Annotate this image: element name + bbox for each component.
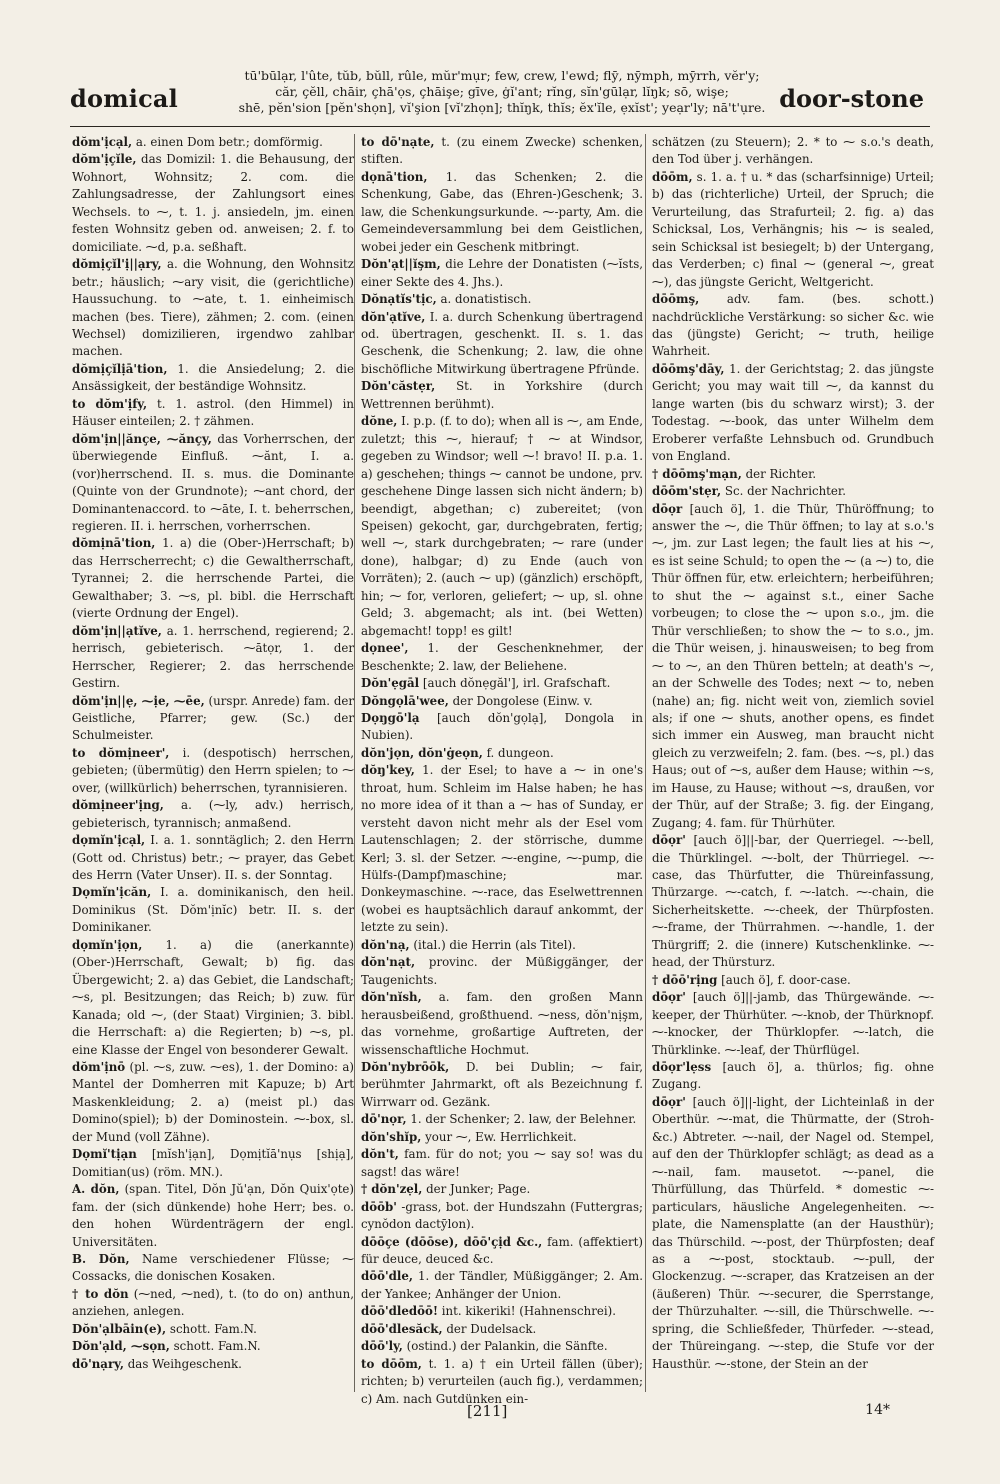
entry-headword: dōōb' xyxy=(361,1199,397,1214)
entry-headword: dŏn'nĭsh, xyxy=(361,990,422,1005)
entry-definition: a. einen Dom betr.; domförmig. xyxy=(135,135,323,149)
entry-headword: to dō'nạte, xyxy=(361,135,435,149)
header-rule xyxy=(70,126,930,127)
entry-definition: D. bei Dublin; ⁓ fair, berühmter Jahrmarkt, oft als Bezeichnung f. Wirrwarr od. Gezänk. xyxy=(361,1060,643,1109)
entry-headword: dōō'dlesăck, xyxy=(361,1321,443,1336)
entry-definition: schott. Fam.N. xyxy=(173,1339,261,1354)
entry-definition: a. fam. den großen Mann herausbeißend, großthuend. ⁓ness, dŏn'nịşm, das vornehme, großartige Auftreten, der wissenschaftliche Hochmut. xyxy=(361,990,643,1057)
dictionary-entry xyxy=(652,501,934,833)
entry-definition: 1. der Esel; to have a ⁓ in one's throat, hum. Schleim im Halse haben; he has no more idea of it than a ⁓ has of Sunday, er versteht davon nicht mehr als der Esel vom Lautenschlagen; 2. der störrische, dumme Kerl; 3. sl. der Setzer. ⁓-engine, ⁓-pump, die Hülfs-(Dampf)maschine; mar. Donkeymaschine. ⁓-race, das Eselwettrennen (wobei es hauptsächlich darauf ankommt, der letzte zu sein). xyxy=(361,763,644,935)
dictionary-entry xyxy=(361,745,643,762)
dictionary-column-1 xyxy=(72,134,354,1396)
entry-definition: a. 1. herrschend, regierend; 2. herrisch, gebieterisch. ⁓ātọr, 1. der Herrscher, Regierer; 2. das herrschende Gestirn. xyxy=(72,623,354,691)
entry-headword: dōọr' xyxy=(652,833,686,848)
dictionary-entry xyxy=(361,954,643,989)
entry-headword: † to dŏn xyxy=(72,1286,129,1301)
dictionary-entry xyxy=(361,1303,643,1320)
entry-headword: dōọr' xyxy=(652,1094,686,1109)
entry-headword: dōọr xyxy=(652,501,683,516)
entry-definition: der Junker; Page. xyxy=(426,1182,531,1197)
entry-headword: dŏn'nạt, xyxy=(361,955,416,970)
entry-definition: t. (zu einem Zwecke) schenken, stiften. xyxy=(361,135,644,167)
entry-definition: [auch ö]||-bar, der Querriegel. ⁓-bell, die Thürklingel. ⁓-bolt, der Thürriegel. ⁓-case, das Thürfutter, die Thüreinfassung, Thürzarge. ⁓-catch, f. ⁓-latch. ⁓-chain, die Sicherheitskette. ⁓-cheek, der Thürpfosten. ⁓-frame, der Thürrahmen. ⁓-handle, 1. der Thürgriff; 2. die (innere) Kutschenklinke. ⁓-head, der Thürsturz. xyxy=(652,833,934,970)
dictionary-entry xyxy=(652,1059,934,1094)
dictionary-entry xyxy=(72,745,354,797)
dictionary-entry xyxy=(361,1356,643,1408)
entry-definition: 1. der Tändler, Müßiggänger; 2. Am. der Yankee; Anhänger der Union. xyxy=(361,1269,643,1301)
dictionary-entry xyxy=(361,1146,643,1181)
dictionary-entry xyxy=(72,1251,354,1286)
entry-headword: Dŏn'ạlbāin(e), xyxy=(72,1321,167,1336)
pronunciation-line: shē, pĕn'sion [pĕn'shọn], vĭ'şion [vĭ'zhọn]; thĭŋk, thĭs; ĕx'ĭle, ẹxĭst'; yeạr'ly; nā't'ụre. xyxy=(238,100,766,115)
entry-definition: [auch ö], 1. die Thür, Thüröffnung; to answer the ⁓, die Thür öffnen; to lay at s.o.'s ⁓, jm. zur Last legen; the fault lies at his ⁓, es ist seine Schuld; to open the ⁓ (a ⁓) to, die Thür öffnen für, etw. erleichtern; herbeiführen; to shut the ⁓ against s.t., einer Sache vorbeugen; to close the ⁓ upon s.o., jm. die Thür verschließen; to show the ⁓ to s.o., jm. die Thür weisen, j. hinausweisen; to beg from ⁓ to ⁓, an den Thüren betteln; at death's ⁓, an der Schwelle des Todes; next ⁓ to, neben (nahe) an; fig. nicht weit von, ziemlich soviel als; if one ⁓ shuts, another opens, es findet sich immer ein Ausweg, man braucht nicht gleich zu verzweifeln; 2. fam. (bes. ⁓s, pl.) das Haus; out of ⁓s, außer dem Hause; within ⁓s, im Hause, zu Hause; without ⁓s, draußen, vor der Thür, auf der Straße; 3. fig. der Eingang, Zugang; 4. fam. für Thürhüter. xyxy=(652,501,934,830)
entry-headword: dōō'ly, xyxy=(361,1339,403,1354)
dictionary-entry xyxy=(72,797,354,832)
dictionary-entry xyxy=(72,693,354,745)
entry-headword: Dọŋgō'lạ xyxy=(361,710,420,725)
entry-headword: dŏn'jọn, dŏn'ġeọn, xyxy=(361,745,483,760)
entry-headword: dŏmịneer'ịng, xyxy=(72,798,164,813)
dictionary-entry xyxy=(72,396,354,431)
entry-definition: St. in Yorkshire (durch Wettrennen berühmt). xyxy=(361,379,643,411)
entry-headword: dọnee', xyxy=(361,641,409,656)
entry-headword: dŏm'ịçĭle, xyxy=(72,152,137,167)
dictionary-entry xyxy=(652,134,934,169)
dictionary-entry xyxy=(361,693,643,710)
entry-headword: dọmĭn'ịọn, xyxy=(72,937,143,952)
entry-definition: int. kikeriki! (Hahnenschrei). xyxy=(441,1304,616,1319)
dictionary-entry xyxy=(72,256,354,361)
entry-headword: to dŏm'ịfy, xyxy=(72,396,148,411)
entry-definition: adv. fam. (bes. schott.) nachdrückliche Verstärkung: so sicher &c. wie das (jüngste) Gericht; ⁓ truth, heilige Wahrheit. xyxy=(652,292,935,359)
dictionary-entry xyxy=(361,675,643,692)
entry-definition: Name verschiedener Flüsse; ⁓ Cossacks, die donischen Kosaken. xyxy=(72,1252,354,1284)
entry-definition: (⁓ned, ⁓ned), t. (to do on) anthun, anziehen, anlegen. xyxy=(72,1286,354,1319)
entry-headword: Dọmĭn'ịcăn, xyxy=(72,885,152,900)
dictionary-entry xyxy=(361,256,643,291)
entry-headword: to dŏmịneer', xyxy=(72,745,170,760)
entry-definition: (span. Titel, Dŏn Jŭ'ạn, Dŏn Quix'ọte) fam. der (sich dünkende) hohe Herr; bes. o. den hohen Würdenträgern der engl. Universitäten. xyxy=(72,1182,355,1249)
entry-definition: schätzen (zu Steuern); 2. * to ⁓ s.o.'s death, den Tod über j. verhängen. xyxy=(652,135,934,167)
pronunciation-line: căr, çĕll, chāir, çhā'ọs, çhāişe; gīve, ġĭ'ant; rĭng, sĭn'gūlạr, lĭŋk; sō, wişe; xyxy=(275,84,729,99)
entry-definition: 1. der Schenker; 2. law, der Belehner. xyxy=(410,1112,637,1127)
dictionary-entry xyxy=(361,413,643,640)
entry-headword: dŏmịnā'tion, xyxy=(72,536,156,551)
dictionary-entry xyxy=(361,1199,643,1234)
dictionary-entry xyxy=(361,169,643,256)
dictionary-column-3 xyxy=(652,134,934,1396)
entry-headword: dōọr' xyxy=(652,990,686,1005)
dictionary-entry xyxy=(361,378,643,413)
dictionary-entry xyxy=(361,291,643,308)
entry-definition: t. 1. a) † ein Urteil fällen (über); richten; b) verurteilen (auch fig.), verdammen; c) Am. nach Gutdünken ein- xyxy=(361,1356,643,1406)
dictionary-entry xyxy=(361,1059,643,1111)
entry-headword: dōōm, xyxy=(652,169,693,184)
dictionary-entry xyxy=(361,710,643,745)
entry-definition: t. 1. astrol. (den Himmel) in Häuser einteilen; 2. † zähmen. xyxy=(72,396,355,429)
entry-definition: your ⁓, Ew. Herrlichkeit. xyxy=(425,1129,577,1144)
entry-definition: Sc. der Nachrichter. xyxy=(724,484,846,499)
entry-headword: dŏm'ịn||ẹ, ⁓ịe, ⁓ēe, xyxy=(72,693,205,708)
dictionary-entry xyxy=(652,832,934,972)
dictionary-entry xyxy=(361,1129,643,1146)
dictionary-entry xyxy=(361,1268,643,1303)
dictionary-entry xyxy=(72,623,354,693)
dictionary-entry xyxy=(361,762,643,937)
dictionary-entry xyxy=(72,1146,354,1181)
dictionary-entry xyxy=(361,309,643,379)
entry-headword: dŏm'ịn||ănçe, ⁓ănçy, xyxy=(72,431,212,446)
dictionary-entry xyxy=(361,1234,643,1269)
entry-definition: a. (⁓ly, adv.) herrisch, gebieterisch, tyrannisch; anmaßend. xyxy=(72,798,354,830)
entry-headword: dōōçe (dōōse), dōō'çịd &c., xyxy=(361,1234,543,1249)
dictionary-entry xyxy=(72,937,354,1059)
pronunciation-key xyxy=(232,68,772,116)
dictionary-entry xyxy=(652,483,934,500)
entry-headword: dōōm'stẹr, xyxy=(652,484,722,499)
dictionary-entry xyxy=(652,466,934,483)
entry-headword: dōō'dle, xyxy=(361,1269,413,1284)
entry-headword: dŏm'ịcạl, xyxy=(72,135,133,149)
dictionary-entry xyxy=(652,291,934,361)
entry-definition: 1. a) die (anerkannte) (Ober-)Herrschaft, Gewalt; b) fig. das Übergewicht; 2. a) das Gebiet, die Landschaft; ⁓s, pl. Besitzungen; das Reich; b) zuw. für Kanada; old ⁓, (der Staat) Virginien; 3. bibl. die Herrschaft: a) die Regierten; b) ⁓s, pl. eine Klasse der Engel von besonderer Gewalt. xyxy=(72,937,354,1057)
signature-mark: 14* xyxy=(865,1402,890,1418)
entry-definition: a. die Wohnung, den Wohnsitz betr.; häuslich; ⁓ary visit, die (gerichtliche) Haussuchung. to ⁓ate, t. 1. einheimisch machen (bes. Tiere), zähmen; 2. com. (einen Wechsel) domizilieren, irgendwo zahlbar machen. xyxy=(72,257,354,359)
entry-headword: dŏn'ạtĭve, xyxy=(361,309,426,324)
entry-headword: dŏn'nạ, xyxy=(361,937,410,952)
dictionary-entry xyxy=(72,361,354,396)
entry-definition: der Dongolese (Einw. v. xyxy=(452,693,593,708)
dictionary-entry xyxy=(72,1338,354,1355)
entry-definition: 1. das Schenken; 2. die Schenkung, Gabe, das (Ehren-)Geschenk; 3. law, die Schenkungsurkunde. ⁓-party, Am. die Gemeindeversammlung bei dem Geistlichen, wobei jeder ein Geschenk mitbringt. xyxy=(361,169,643,254)
entry-headword: † dŏn'zẹl, xyxy=(361,1182,423,1197)
entry-headword: Dŏnạtĭs'tịc, xyxy=(361,292,437,307)
dictionary-entry xyxy=(72,832,354,884)
entry-headword: dŏmịçĭlịā'tion, xyxy=(72,361,168,376)
entry-headword: Dŏn'ạt||ĭşm, xyxy=(361,257,441,272)
entry-definition: (urspr. Anrede) fam. der Geistliche, Pfarrer; gew. (Sc.) der Schulmeister. xyxy=(72,693,355,743)
dictionary-entry xyxy=(652,1094,934,1373)
guide-word-left: domical xyxy=(70,84,178,113)
entry-definition: fam. (affektiert) für deuce, deuced &c. xyxy=(361,1234,643,1266)
entry-definition: der Dudelsack. xyxy=(446,1321,537,1336)
dictionary-entry xyxy=(72,431,354,536)
dictionary-entry xyxy=(72,1286,354,1321)
dictionary-entry xyxy=(361,1111,643,1128)
dictionary-entry xyxy=(361,640,643,675)
dictionary-entry xyxy=(72,884,354,936)
entry-headword: Dŏngọlā'wee, xyxy=(361,693,449,708)
entry-definition: a. donatistisch. xyxy=(440,292,532,307)
entry-headword: dọmĭn'ịcạl, xyxy=(72,833,146,848)
entry-definition: I. a. 1. sonntäglich; 2. den Herrn (Gott od. Christus) betr.; ⁓ prayer, das Gebet des Herrn (Vater Unser). II. s. der Sonntag. xyxy=(72,833,354,883)
dictionary-entry xyxy=(72,535,354,622)
entry-headword: dōōmş'dāy, xyxy=(652,361,725,376)
entry-headword: dŏn'shĭp, xyxy=(361,1129,422,1144)
entry-definition: fam. für do not; you ⁓ say so! was du sagst! das wäre! xyxy=(361,1147,643,1179)
entry-headword: A. dŏn, xyxy=(72,1182,120,1197)
entry-headword: dŏm'ịn||ạtĭve, xyxy=(72,623,162,638)
dictionary-entry xyxy=(361,937,643,954)
dictionary-entry xyxy=(652,989,934,1059)
entry-definition: die Lehre der Donatisten (⁓ĭsts, einer Sekte des 4. Jhs.). xyxy=(361,257,643,289)
entry-definition: der Richter. xyxy=(745,466,817,481)
entry-definition: f. dungeon. xyxy=(486,745,554,760)
entry-definition: I. p.p. (f. to do); when all is ⁓, am Ende, zuletzt; this ⁓, hierauf; † ⁓ at Windsor, gegeben zu Windsor; well ⁓! bravo! II. p.a. 1. a) geschehen; things ⁓ cannot be undone, prv. geschehene Dinge lassen sich nicht ändern; b) beendigt, abgethan; c) zubereitet; (von Speisen) gekocht, gar, durchgebraten, fertig; well ⁓, stark durchgebraten; ⁓ rare (under done), halbgar; d) zu Ende (auch von Vorräten); 2. (auch ⁓ up) (gänzlich) erschöpft, hin; ⁓ for, verloren, geliefert; ⁓ up, sl. ohne Geld; 3. abgemacht; als int. (bei Wetten) abgemacht! topp! es gilt! xyxy=(361,414,644,638)
entry-headword: dŏne, xyxy=(361,414,398,429)
entry-headword: dōọr'lẹss xyxy=(652,1060,712,1075)
dictionary-entry xyxy=(361,1338,643,1355)
entry-definition: das Domizil: 1. die Behausung, der Wohnort, Wohnsitz; 2. com. die Zahlungsadresse, der Zahlungsort eines Wechsels. to ⁓, t. 1. j. ansiedeln, jm. einen festen Wohnsitz geben od. anweisen; 2. f. to domiciliate. ⁓d, p.a. seßhaft. xyxy=(72,152,355,254)
dictionary-entry xyxy=(361,1321,643,1338)
entry-definition: das Weihgeschenk. xyxy=(127,1356,242,1371)
entry-definition: i. (despotisch) herrschen, gebieten; (übermütig) den Herrn spielen; to ⁓ over, (willkürlich) beherrschen, tyrannisieren. xyxy=(72,745,355,795)
dictionary-entry xyxy=(361,989,643,1059)
entry-headword: dō'nạry, xyxy=(72,1356,124,1371)
entry-definition: (ital.) die Herrin (als Titel). xyxy=(413,937,576,952)
entry-definition: 1. der Geschenknehmer, der Beschenkte; 2. law, der Beliehene. xyxy=(361,641,643,673)
entry-definition: 1. der Gerichtstag; 2. das jüngste Gericht; you may wait till ⁓, da kannst du lange warten (bis du schwarz wirst); 3. der Todestag. ⁓-book, das unter Wilhelm dem Eroberer verfaßte Lehnsbuch od. Grundbuch von England. xyxy=(652,361,934,464)
entry-headword: dō'nọr, xyxy=(361,1112,407,1127)
dictionary-entry xyxy=(652,361,934,466)
entry-headword: Dŏn'căstẹr, xyxy=(361,379,436,394)
entry-definition: provinc. der Müßiggänger, der Taugenichts. xyxy=(361,955,643,987)
entry-headword: dōō'dledōō! xyxy=(361,1304,438,1319)
guide-word-right: door-stone xyxy=(779,84,924,113)
entry-definition: [auch dŏn'gọlạ], Dongola in Nubien). xyxy=(361,710,644,743)
entry-headword: Dọmĭ'tịạn xyxy=(72,1147,137,1162)
entry-headword: dŏmịçĭl'ị||ạry, xyxy=(72,257,162,272)
entry-definition: [mĭsh'ịạn], Dọmịtĭā'nụs [shịạ], Domitian(us) (röm. MN.). xyxy=(72,1147,355,1179)
entry-headword: Dŏn'nybrōōk, xyxy=(361,1060,450,1075)
entry-headword: dŏm'ịnō xyxy=(72,1060,126,1075)
entry-headword: dọnā'tion, xyxy=(361,169,428,184)
entry-definition: -grass, bot. der Hundszahn (Futtergras; cynŏdon dactȳlon). xyxy=(361,1199,643,1232)
entry-definition: (ostind.) der Palankin, die Sänfte. xyxy=(406,1339,608,1354)
entry-definition: I. a. dominikanisch, den heil. Dominikus (St. Dŏm'ịnĭc) betr. II. s. der Dominikaner. xyxy=(72,885,354,935)
entry-definition: schott. Fam.N. xyxy=(169,1321,257,1336)
dictionary-entry xyxy=(72,1059,354,1146)
entry-headword: dŏŋ'key, xyxy=(361,763,415,778)
dictionary-entry xyxy=(72,134,354,151)
dictionary-entry xyxy=(361,134,643,169)
pronunciation-line: tū'būlạr, l'ûte, tŭb, bŭll, rûle, mŭr'mụr; few, crew, l'ewd; flȳ, nȳmph, mȳrrh, vĕr'y; xyxy=(244,68,760,83)
page-number: [211] xyxy=(467,1402,508,1420)
entry-definition: [auch dŏnẹgăl'], irl. Grafschaft. xyxy=(422,676,611,691)
entry-definition: 1. a) die (Ober-)Herrschaft; b) das Herrscherrecht; c) die Gewaltherrschaft, Tyrannei; 2. die herrschende Partei, die Gewalthaber; 3. ⁓s, pl. bibl. die Herrschaft (vierte Ordnung der Engel). xyxy=(72,536,354,621)
entry-headword: B. Dŏn, xyxy=(72,1252,130,1266)
entry-headword: dŏn't, xyxy=(361,1147,399,1162)
entry-definition: [auch ö]||-jamb, das Thürgewände. ⁓-keeper, der Thürhüter. ⁓-knob, der Thürknopf. ⁓-knocker, der Thürklopfer. ⁓-latch, die Thürklinke. ⁓-leaf, der Thürflügel. xyxy=(652,990,935,1057)
entry-definition: 1. die Ansiedelung; 2. die Ansässigkeit, der beständige Wohnsitz. xyxy=(72,361,355,394)
entry-headword: dōōmş, xyxy=(652,292,700,307)
entry-headword: Dŏn'ạld, ⁓sọn, xyxy=(72,1339,170,1354)
dictionary-entry xyxy=(72,151,354,256)
dictionary-column-2 xyxy=(361,134,644,1406)
entry-definition: (pl. ⁓s, zuw. ⁓es), 1. der Domino: a) Mantel der Domherren mit Kapuze; b) Art Maskenkleidung; 2. a) (meist pl.) das Domino(spiel); b) der Dominostein. ⁓-box, sl. der Mund (voll Zähne). xyxy=(72,1060,354,1144)
dictionary-entry xyxy=(72,1356,354,1373)
entry-headword: Dŏn'ẹgāl xyxy=(361,676,420,691)
dictionary-entry xyxy=(361,1181,643,1198)
entry-headword: † dōō'rịng xyxy=(652,972,718,987)
dictionary-entry xyxy=(652,972,934,989)
entry-definition: das Vorherrschen, der überwiegende Einfluß. ⁓ănt, I. a. (vor)herrschend. II. s. mus. die Dominante (Quinte von der Grundnote); ⁓ant chord, der Dominantenaccord. to ⁓āte, I. t. beherrschen, regieren. II. i. herrschen, vorherrschen. xyxy=(72,431,355,533)
entry-definition: [auch ö], f. door-case. xyxy=(721,972,851,987)
entry-definition: I. a. durch Schenkung übertragend od. übertragen, geschenkt. II. s. 1. das Geschenk, die Schenkung; 2. law, die ohne bischöfliche Mitwirkung übertragene Pfründe. xyxy=(361,309,644,376)
entry-headword: to dōōm, xyxy=(361,1356,422,1371)
dictionary-entry xyxy=(652,169,934,291)
entry-definition: [auch ö], a. thürlos; fig. ohne Zugang. xyxy=(652,1060,935,1092)
column-divider xyxy=(354,134,355,1392)
entry-definition: s. 1. a. † u. * das (scharfsinnige) Urteil; b) das (richterliche) Urteil, der Spruch; die Verurteilung, das Strafurteil; 2. fig. a) das Schicksal, Los, Verhängnis; his ⁓ is sealed, sein Schicksal ist besiegelt; b) der Untergang, das Verderben; c) final ⁓ (general ⁓, great ⁓), das jüngste Gericht, Weltgericht. xyxy=(652,169,935,289)
entry-headword: † dōōmş'mạn, xyxy=(652,466,742,481)
dictionary-entry xyxy=(72,1321,354,1338)
dictionary-entry xyxy=(72,1181,354,1251)
entry-definition: [auch ö]||-light, der Lichteinlaß in der Oberthür. ⁓-mat, die Thürmatte, der (Stroh- &c.) Abtreter. ⁓-nail, der Nagel od. Stempel, auf den der Thürklopfer schlägt; as dead as a ⁓-nail, fam. mausetot. ⁓-panel, die Thürfüllung, das Thürfeld. * domestic ⁓-particulars, häusliche Angelegenheiten. ⁓-plate, die Namensplatte (an der Hausthür); das Thürschild. ⁓-post, der Thürpfosten; deaf as a ⁓-post, stocktaub. ⁓-pull, der Glockenzug. ⁓-scraper, das Kratzeisen an der (äußeren) Thür. ⁓-securer, die Sperrstange, der Thürzuhalter. ⁓-sill, die Thürschwelle. ⁓-spring, die Schließfeder, Thürfeder. ⁓-stead, der Thüreingang. ⁓-step, die Stufe vor der Hausthür. ⁓-stone, der Stein an der xyxy=(652,1094,935,1371)
column-divider xyxy=(645,134,646,1392)
